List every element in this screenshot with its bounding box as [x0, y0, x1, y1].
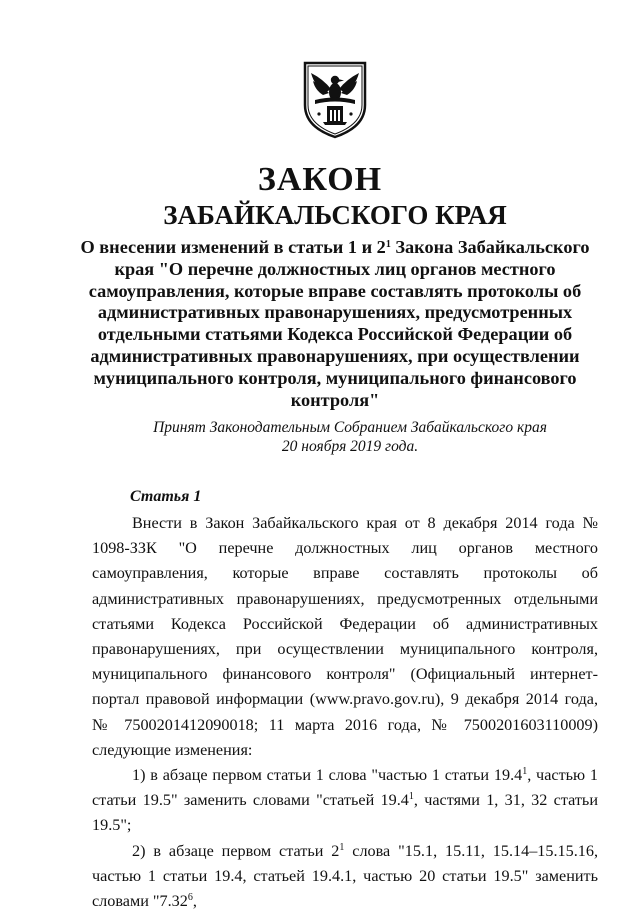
law-subtitle: [70, 237, 600, 411]
item2-sup-1: 1: [339, 841, 345, 853]
law-title: ЗАКОН: [257, 161, 383, 198]
adoption-note: [100, 418, 600, 456]
subtitle-text-rest: Закона Забайкальского края "О перечне должностных лиц органов местного самоуправления, которые вправе составлять протоколы об административных правонарушениях, предусмотренных отдельными статьями Кодекса Российской Федерации об административных правонарушениях, при осуществлении муниципального контроля, муниципального финансового контроля": [88, 237, 590, 410]
item1-text-c: , частями 1, 31, 32 статьи 19.5";: [92, 791, 598, 835]
adoption-date: 20 ноября 2019 года.: [281, 438, 419, 455]
subtitle-superscript: 1: [385, 239, 391, 250]
adoption-line-1: Принят Законодательным Собранием Забайкальского края: [153, 419, 547, 436]
item1-sup-2: 1: [408, 791, 414, 803]
item1-text-b: , частью 1 статьи 19.5" заменить словами "статьей 19.4: [92, 766, 598, 810]
amendment-item-2: [92, 839, 598, 914]
item1-sup-1: 1: [522, 766, 528, 778]
amendment-item-1: [92, 763, 598, 839]
item2-text-b: слова "15.1, 15.11, 15.14–15.15.16, частью 1 статьи 19.4, статьей 19.4.1, частью 20 статьи 19.5" заменить словами "7.32: [92, 841, 598, 911]
article-body: [92, 511, 598, 914]
region-title: ЗАБАЙКАЛЬСКОГО КРАЯ: [163, 200, 507, 230]
item2-text-c: ,: [192, 892, 197, 911]
coat-of-arms-icon: [301, 59, 369, 139]
item2-sup-2: 6: [187, 892, 193, 904]
item1-text-a: 1) в абзаце первом статьи 1 слова "частью 1 статьи 19.4: [132, 766, 523, 785]
subtitle-text-start: О внесении изменений в статьи 1 и 2: [80, 237, 386, 257]
article-intro-paragraph: Внести в Закон Забайкальского края от 8 декабря 2014 года № 1098-ЗЗК "О перечне должностных лиц органов местного самоуправления, которые вправе составлять протоколы об административных правонарушениях, предусмотренных отдельными статьями Кодекса Российской Федерации об административных правонарушениях, при осуществлении муниципального контроля, муниципального финансового контроля" (Официальный интернет-портал правовой информации (www.pravo.gov.ru), 9 декабря 2014 года, № 7500201412090018; 11 марта 2016 года, № 7500201603110009) следующие изменения:: [92, 514, 598, 759]
item2-text-a: 2) в абзаце первом статьи 2: [132, 841, 340, 860]
article-heading: Статья 1: [130, 488, 202, 505]
